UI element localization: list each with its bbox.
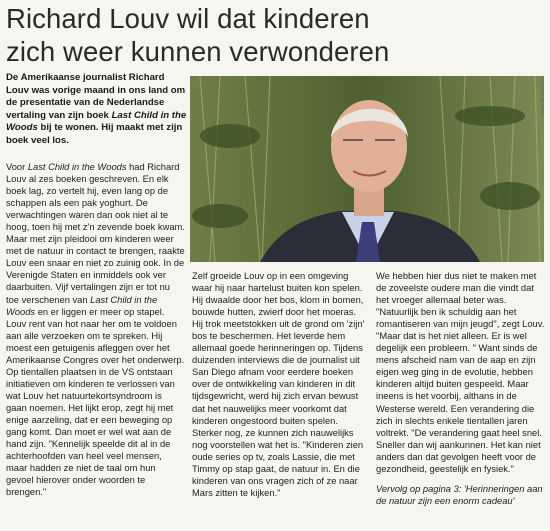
- column-1-text: [6, 161, 185, 498]
- portrait-photo: [190, 76, 544, 262]
- photo-credit: Frans Boers/Chae: [540, 76, 546, 117]
- headline-line-2: zich weer kunnen verwonderen: [6, 36, 390, 67]
- col1-span: Voor: [6, 162, 28, 172]
- col1-span: had Richard Louv al zes boeken geschreven. En elk boek lag, zo vertelt hij, even lang op de schappen als een pak yoghurt. De verwachtingen waren dan ook niet al te hoog, toen hij met z'n zevende boek kwam. Maar met zijn pleidooi om kinderen weer met de natuur in contact te brengen, raakte Louv een snaar en niet zo zuinig ook. In de Verenigde Staten en inmiddels ook ver daarbuiten. Vijf vertalingen zijn er tot nu toe verschenen van: [6, 162, 185, 305]
- column-3: [376, 270, 546, 507]
- col1-book-title: Last Child in the Woods: [27, 162, 127, 172]
- continuation-kicker: Vervolg op pagina 3: 'Herinneringen aan de natuur zijn een enorm cadeau': [376, 483, 543, 506]
- portrait-illustration: [190, 76, 544, 262]
- headline-line-1: Richard Louv wil dat kinderen: [6, 3, 370, 34]
- lead-text-1: De Amerikaanse journalist Richard Louv was vorige maand in ons land om de presentatie van de Nederlandse vertaling van zijn boek: [6, 72, 186, 121]
- lead-text-2: bij te wonen. Hij maakt met zijn boek veel los.: [6, 122, 183, 146]
- col1-span: en er liggen er meer op stapel. Louv rent van hot naar her om te voldoen aan alle verzoeken om te spreken. Hij moest een getuigenis afleggen over het Amerikaanse Congres over het onderwerp. Op tientallen plaatsen in de VS ontstaan initiatieven om kinderen te verlossen van wat Louv het natuurtekortsyndroom is gaan noemen. Het lijkt erop, zegt hij met enige aarzeling, dat er een beweging op gang komt. Dan moet er wel wat aan de hand zijn. "Kennelijk speelde dit al in de achterhoofden van heel veel mensen, maar hadden ze niet de taal om hun gevoel hierover onder woorden te brengen.": [6, 306, 185, 498]
- column-2: [192, 270, 368, 499]
- column-2-text: Zelf groeide Louv op in een omgeving waar hij naar hartelust buiten kon spelen. Hij dwaalde door het bos, klom in bomen, bouwde hutten, zwierf door het moeras. Hij trok meetstokken uit de grond om 'zijn' bos te beschermen. Het leverde hem allemaal goede herinneringen op. Tijdens duizenden interviews die de journalist uit San Diego afnam voor eerdere boeken over de ontwikkeling van kinderen in dit tijdsgewricht, werd hij zich ervan bewust dat het nauwelijks meer voorkomt dat kinderen ongestoord buiten spelen. Sterker nog, ze kunnen zich nauwelijks nog voorstellen wat het is. "Kinderen zien oude series op tv, zoals Lassie, die met Timmy op stap gaat, de natuur in. En die kinderen van ons vragen zich of ze naar Mars zitten te kijken.": [192, 271, 365, 498]
- col1-book-title: Last Child in the Woods: [6, 294, 158, 317]
- headline: [6, 2, 546, 68]
- lead-book-title: Last Child in the Woods: [6, 109, 187, 134]
- column-1: [6, 161, 185, 498]
- column-3-text: We hebben hier dus niet te maken met de zoveelste oudere man die vindt dat het vroeger allemaal beter was. "Natuurlijk ben ik schuldig aan het romantiseren van mijn jeugd", zegt Louv. "Maar dat is het niet alleen. Er is wel degelijk een probleem. " Want sinds de mens afscheid nam van de aap en zijn eigen weg ging in de evolutie, hebben kinderen altijd buiten gespeeld. Maar ineens is het voorbij, althans in de Westerse wereld. Een verandering die zich in slechts enkele tientallen jaren voltrekt. "De verandering gaat heel snel. Sneller dan wij aankunnen. Het kan niet anders dan dat gevolgen heeft voor de gezondheid, geestelijk en fysiek.": [376, 271, 545, 474]
- lead-paragraph: [6, 72, 187, 148]
